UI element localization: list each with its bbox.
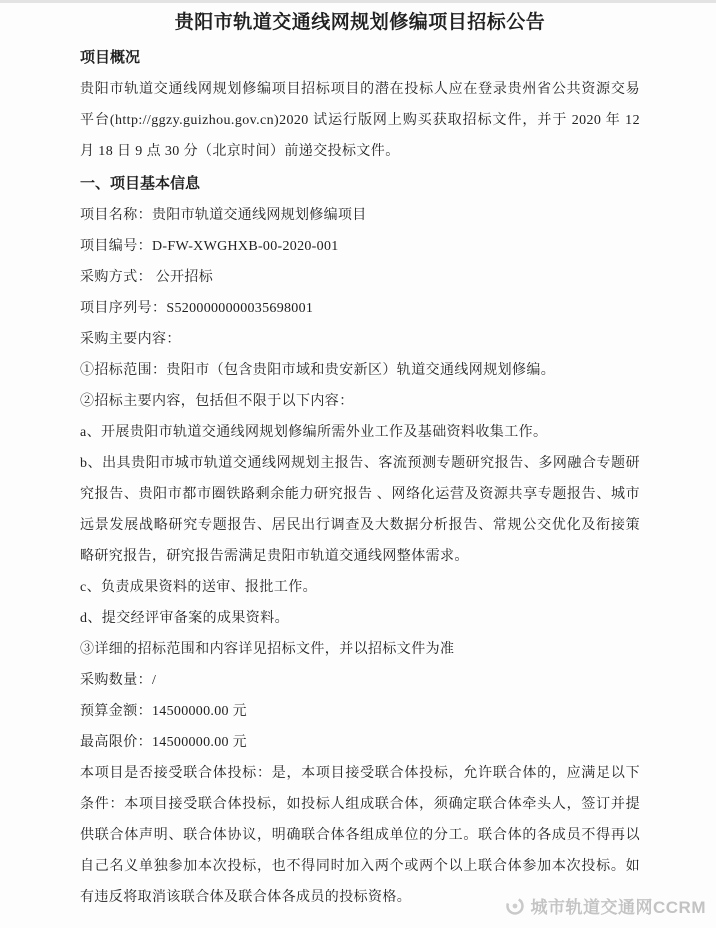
content-item-d: d、提交经评审备案的成果资料。: [80, 611, 289, 626]
field-max-price: [80, 727, 640, 758]
field-project-number: [80, 231, 640, 262]
content-item-c: c、负责成果资料的送审、报批工作。: [80, 580, 318, 595]
field-budget: [80, 696, 640, 727]
content-item-a: a、开展贵阳市轨道交通线网规划修编所需外业工作及基础资料收集工作。: [80, 425, 548, 440]
watermark: [505, 893, 707, 918]
ccrm-logo-icon: [505, 896, 525, 916]
field-value: S5200000000035698001: [166, 301, 314, 316]
field-value: /: [152, 673, 157, 688]
field-value: 14500000.00 元: [152, 735, 247, 750]
field-label: 最高限价：: [80, 735, 152, 750]
content-item-b: b、出具贵阳市城市轨道交通线网规划主报告、客流预测专题研究报告、多网融合专题研究报告、贵阳市都市圈铁路剩余能力研究报告 、网络化运营及资源共享专题报告、城市远景发展战略研究专题报告、居民出行调查及大数据分析报告、常规公交优化及衔接策略研究报告，研究报告需满足贵阳市轨道交通线网整体需求。: [80, 456, 640, 564]
field-value: 公开招标: [152, 270, 213, 285]
procurement-content-heading: 采购主要内容：: [80, 332, 181, 347]
field-value: D-FW-XWGHXB-00-2020-001: [152, 239, 339, 254]
field-label: 采购数量：: [80, 673, 152, 688]
field-project-serial: [80, 293, 640, 324]
document-title: 贵阳市轨道交通线网规划修编项目招标公告: [174, 12, 546, 33]
field-label: 项目序列号：: [80, 301, 167, 316]
watermark-text: 城市轨道交通网CCRM: [530, 898, 706, 917]
section-heading-basic-info: 一、项目基本信息: [80, 176, 201, 192]
content-item-detail: ③详细的招标范围和内容详见招标文件，并以招标文件为准: [80, 642, 455, 657]
field-label: 预算金额：: [80, 704, 152, 719]
field-project-name: [80, 200, 640, 231]
field-label: 项目名称：: [80, 208, 152, 223]
field-procurement-method: [80, 262, 640, 293]
field-label: 项目编号：: [80, 239, 152, 254]
joint-venture-paragraph: 本项目是否接受联合体投标：是，本项目接受联合体投标，允许联合体的，应满足以下条件：本项目接受联合体投标，如投标人组成联合体，须确定联合体牵头人，签订并提供联合体声明、联合体协议，明确联合体各组成单位的分工。联合体的各成员不得再以自己名义单独参加本次投标，也不得同时加入两个或两个以上联合体参加本次投标。如有违反将取消该联合体及联合体各成员的投标资格。: [80, 766, 640, 905]
field-value: 14500000.00 元: [152, 704, 247, 719]
section-heading-overview: 项目概况: [80, 50, 141, 66]
field-quantity: [80, 665, 640, 696]
field-value: 贵阳市轨道交通线网规划修编项目: [152, 208, 367, 223]
overview-paragraph: 贵阳市轨道交通线网规划修编项目招标项目的潜在投标人应在登录贵州省公共资源交易平台(http://ggzy.guizhou.gov.cn)2020 试运行版网上购买获取招标文件，并于 2020 年 12 月 18 日 9 点 30 分（北京时间）前递交投标文件。: [80, 82, 644, 159]
document-content: [0, 3, 716, 913]
field-label: 采购方式：: [80, 270, 152, 285]
content-item-scope: ①招标范围：贵阳市（包含贵阳市域和贵安新区）轨道交通线网规划修编。: [80, 363, 556, 378]
content-item-main: ②招标主要内容，包括但不限于以下内容：: [80, 394, 354, 409]
